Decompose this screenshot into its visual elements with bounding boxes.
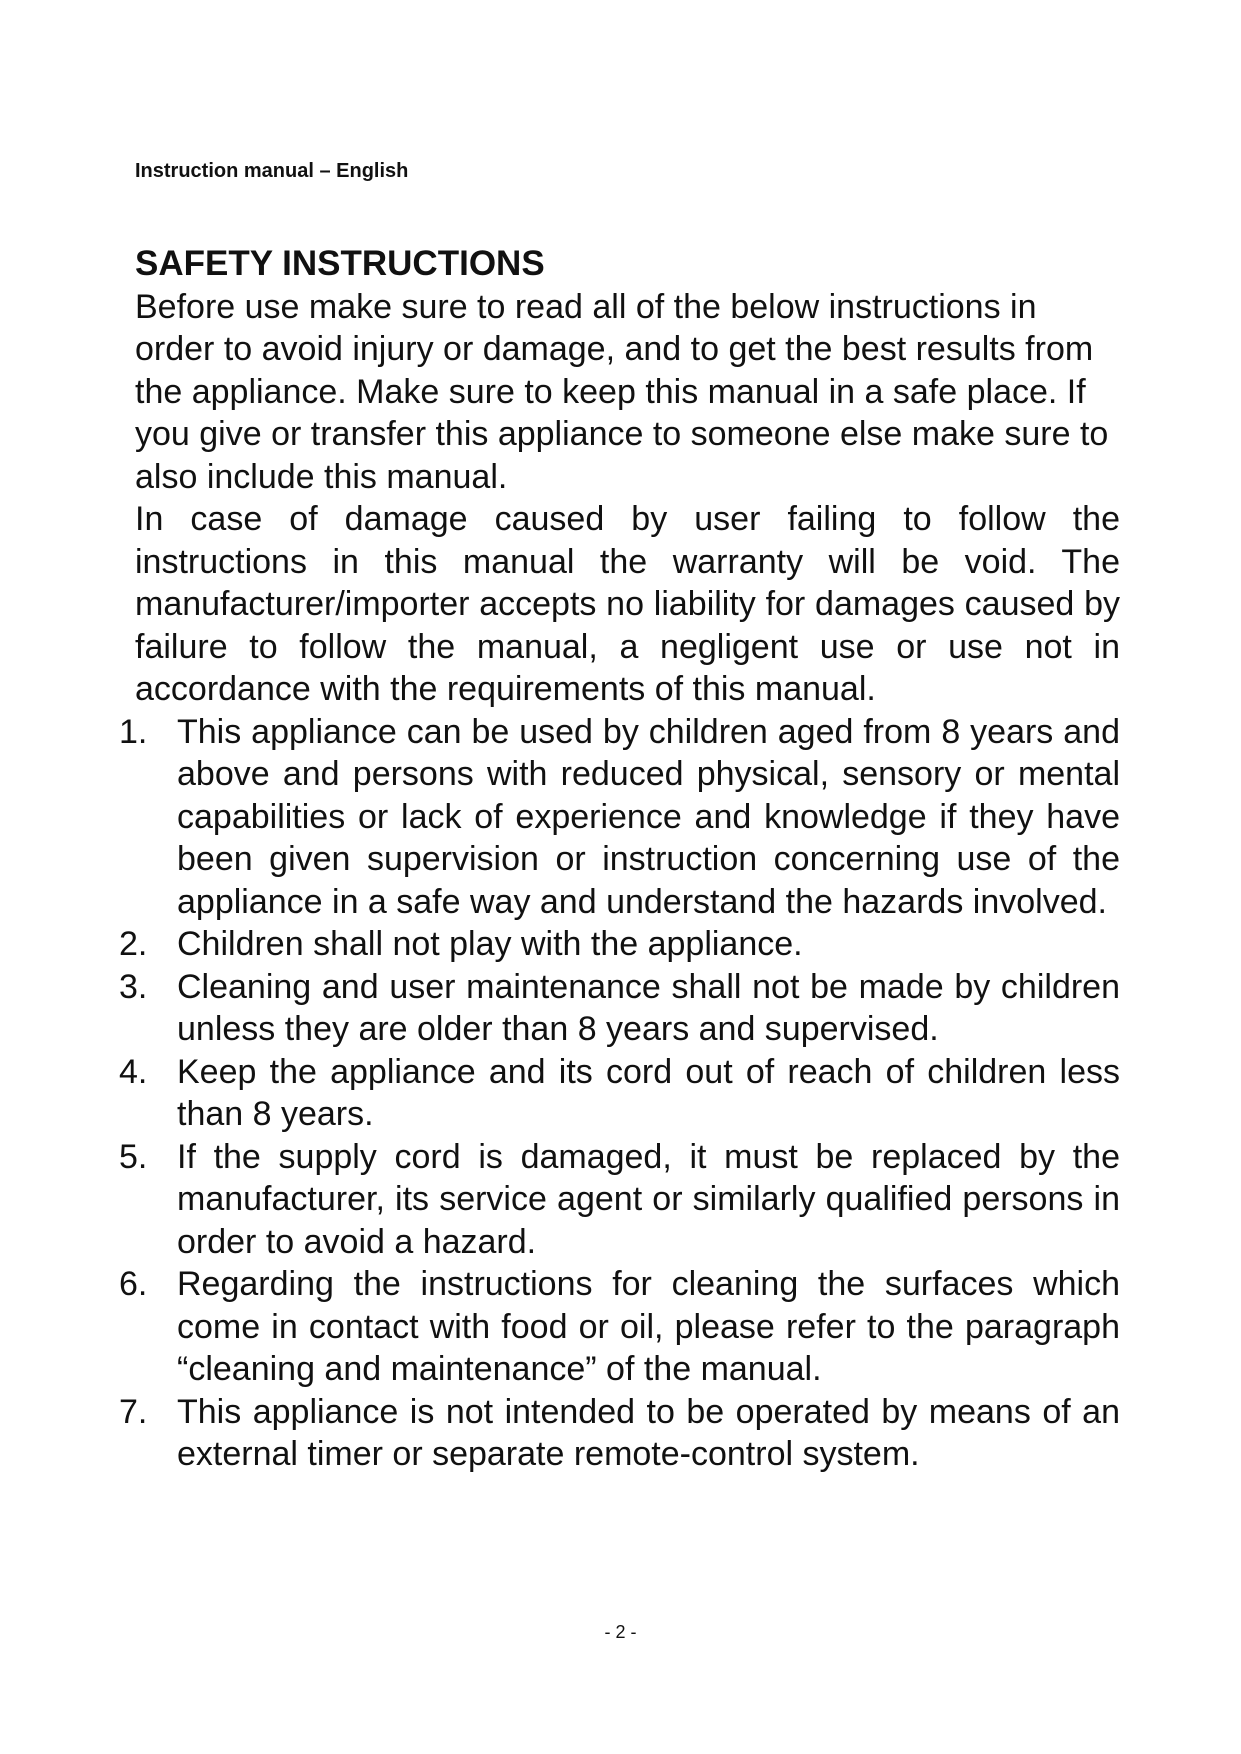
list-item [119,923,1120,966]
list-item-number: 6. [119,1265,148,1303]
list-item-text: If the supply cord is damaged, it must be replaced by the manufacturer, its service agent or similarly qualified persons in order to avoid a hazard. [177,1137,1120,1261]
list-item-number: 4. [119,1052,148,1091]
list-item [119,711,1120,924]
list-item-number: 7. [119,1392,148,1431]
list-item [119,1263,1120,1391]
warranty-paragraph: In case of damage caused by user failing to follow the instructions in this manual the warranty will be void. The manufacturer/importer accepts no liability for damages caused by failure to follow the manual, a negligent use or use not in accordance with the requirements of this manual. [135,500,1120,708]
intro-paragraph: Before use make sure to read all of the below instructions in order to avoid injury or damage, and to get the best results from the appliance. Make sure to keep this manual in a safe place. If you give or transfer this appliance to someone else make sure to also include this manual. [135,287,1109,496]
safety-items-list [119,711,1120,1476]
list-item-text: This appliance can be used by children aged from 8 years and above and persons with reduced physical, sensory or mental capabilities or lack of experience and knowledge if they have been given supervision or instruction concerning use of the appliance in a safe way and understand the hazards involved. [177,712,1120,921]
list-item-text: Keep the appliance and its cord out of reach of children less than 8 years. [177,1052,1120,1133]
list-item [119,1051,1120,1136]
section-title: SAFETY INSTRUCTIONS [135,244,545,283]
list-item-text: Regarding the instructions for cleaning the surfaces which come in contact with food or oil, please refer to the paragraph “cleaning and maintenance” of the manual. [177,1265,1120,1388]
list-item-number: 3. [119,967,148,1006]
list-item-number: 1. [119,712,148,751]
document-header: Instruction manual – English [135,160,409,182]
list-item-number: 2. [119,925,148,963]
list-item [119,1136,1120,1264]
list-item [119,1391,1120,1476]
list-item-text: Cleaning and user maintenance shall not be made by children unless they are older than 8 years and supervised. [177,967,1120,1048]
safety-instructions-section [119,243,1120,1476]
list-item-number: 5. [119,1137,148,1176]
list-item-text: This appliance is not intended to be operated by means of an external timer or separate remote-control system. [177,1392,1120,1473]
list-item-text: Children shall not play with the appliance. [177,925,803,963]
list-item [119,966,1120,1051]
page-number: - 2 - [604,1622,637,1642]
